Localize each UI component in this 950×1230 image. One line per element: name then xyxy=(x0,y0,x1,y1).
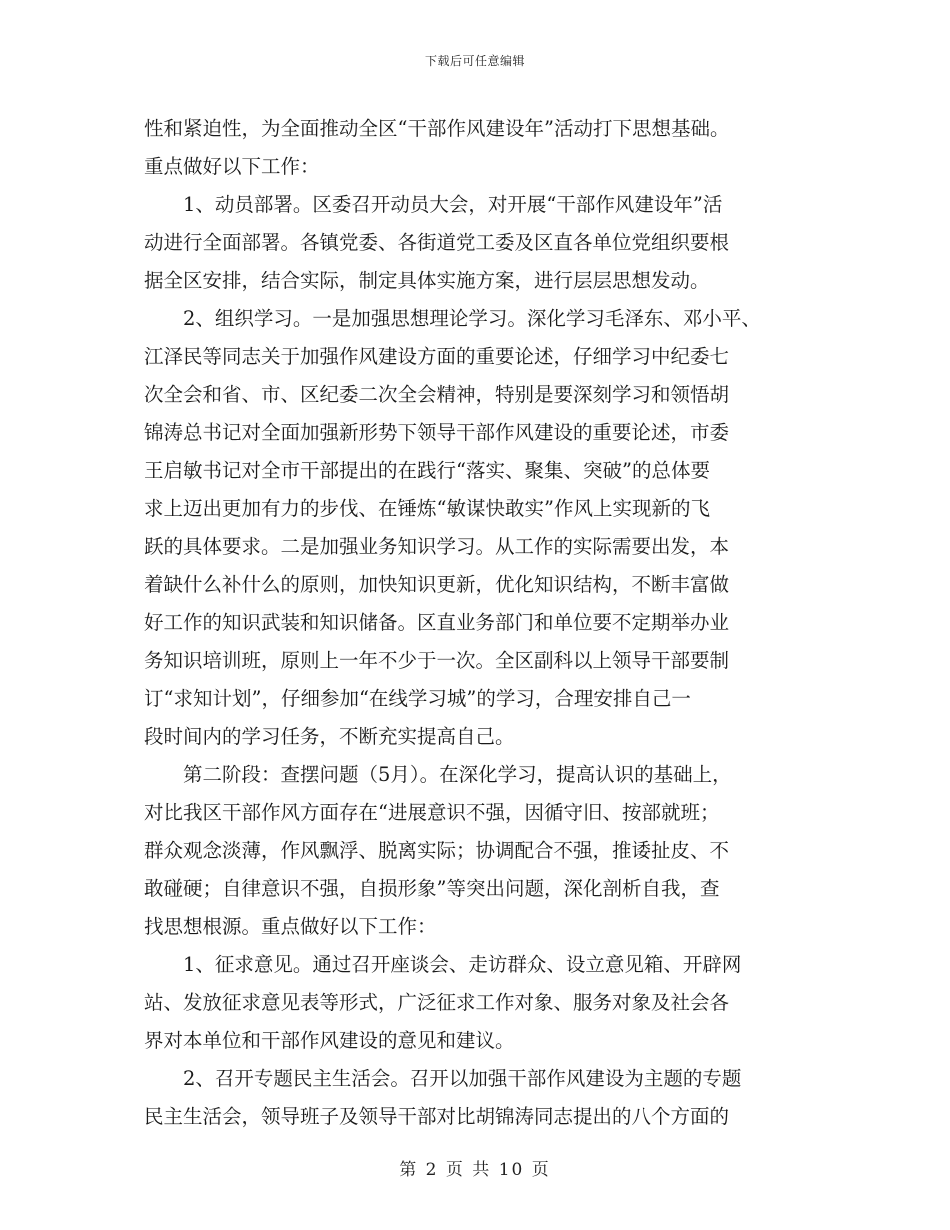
text-line: 民主生活会，领导班子及领导干部对比胡锦涛同志提出的八个方面的 xyxy=(144,1105,730,1128)
text-line: 敢碰硬；自律意识不强，自损形象”等突出问题，深化剖析自我，查 xyxy=(144,877,720,900)
document-body xyxy=(144,110,834,1136)
text-line: 江泽民等同志关于加强作风建设方面的重要论述，仔细学习中纪委七 xyxy=(144,345,730,368)
text-line: 找思想根源。重点做好以下工作： xyxy=(144,915,437,938)
text-line: 界对本单位和干部作风建设的意见和建议。 xyxy=(144,1029,515,1052)
text-line: 第二阶段：查摆问题（5月）。在深化学习，提高认识的基础上， xyxy=(183,763,732,786)
text-line: 站、发放征求意见表等形式，广泛征求工作对象、服务对象及社会各 xyxy=(144,991,730,1014)
text-line: 务知识培训班，原则上一年不少于一次。全区副科以上领导干部要制 xyxy=(144,649,730,672)
text-line: 着缺什么补什么的原则，加快知识更新，优化知识结构，不断丰富做 xyxy=(144,573,730,596)
text-line: 次全会和省、市、区纪委二次全会精神，特别是要深刻学习和领悟胡 xyxy=(144,383,730,406)
text-line: 对比我区干部作风方面存在“进展意识不强，因循守旧、按部就班； xyxy=(144,801,720,824)
text-line: 锦涛总书记对全面加强新形势下领导干部作风建设的重要论述，市委 xyxy=(144,421,730,444)
page-number-footer: 第 2 页 共 10 页 xyxy=(399,1160,551,1180)
text-line: 2、组织学习。一是加强思想理论学习。深化学习毛泽东、邓小平、 xyxy=(183,307,761,330)
text-line: 重点做好以下工作： xyxy=(144,155,320,178)
text-line: 群众观念淡薄，作风飘浮、脱离实际；协调配合不强，推诿扯皮、不 xyxy=(144,839,730,862)
text-line: 段时间内的学习任务，不断充实提高自己。 xyxy=(144,725,515,748)
text-line: 动进行全面部署。各镇党委、各街道党工委及区直各单位党组织要根 xyxy=(144,231,730,254)
text-line: 好工作的知识武装和知识储备。区直业务部门和单位要不定期举办业 xyxy=(144,611,730,634)
page-header: 下载后可任意编辑 xyxy=(424,54,525,68)
text-line: 1、动员部署。区委召开动员大会，对开展“干部作风建设年”活 xyxy=(183,193,723,216)
text-line: 求上迈出更加有力的步伐、在锤炼“敏谋快敢实”作风上实现新的飞 xyxy=(144,497,710,520)
text-line: 1、征求意见。通过召开座谈会、走访群众、设立意见箱、开辟网 xyxy=(183,953,742,976)
text-line: 性和紧迫性，为全面推动全区“干部作风建设年”活动打下思想基础。 xyxy=(144,117,730,140)
text-line: 订“求知计划”，仔细参加“在线学习城”的学习，合理安排自己一 xyxy=(144,687,691,710)
text-line: 跃的具体要求。二是加强业务知识学习。从工作的实际需要出发，本 xyxy=(144,535,730,558)
text-line: 2、召开专题民主生活会。召开以加强干部作风建设为主题的专题 xyxy=(183,1067,742,1090)
text-line: 王启敏书记对全市干部提出的在践行“落实、聚集、突破”的总体要 xyxy=(144,459,710,482)
text-line: 据全区安排，结合实际，制定具体实施方案，进行层层思想发动。 xyxy=(144,269,710,292)
